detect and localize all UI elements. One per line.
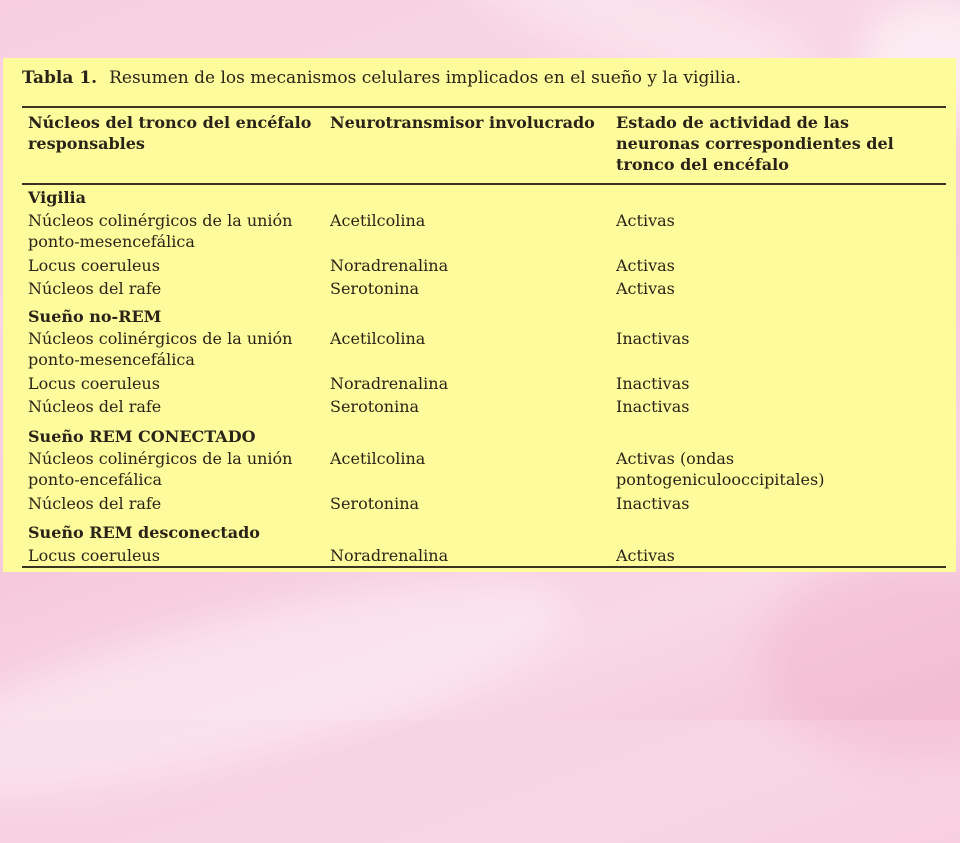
row-neurotransmisor: Noradrenalina	[330, 546, 449, 565]
top-rule	[22, 106, 946, 108]
row-estado: Activas	[616, 279, 675, 298]
row-neurotransmisor: Serotonina	[330, 279, 420, 298]
row-estado: Activas	[616, 211, 675, 230]
row-estado: Activas	[616, 256, 675, 275]
row-nucleo: Núcleos del rafe	[28, 279, 162, 298]
row-estado: Inactivas	[616, 374, 690, 393]
bottom-rule	[22, 566, 946, 568]
section-title: Sueño REM CONECTADO	[28, 427, 256, 446]
row-nucleo: Núcleos del rafe	[28, 494, 162, 513]
section-title: Sueño REM desconectado	[28, 523, 260, 542]
header-rule	[22, 183, 946, 185]
row-neurotransmisor: Serotonina	[330, 397, 420, 416]
row-estado: Inactivas	[616, 494, 690, 513]
row-estado: Inactivas	[616, 397, 690, 416]
row-estado: Activas	[616, 546, 675, 565]
row-neurotransmisor: Serotonina	[330, 494, 420, 513]
row-neurotransmisor: Acetilcolina	[330, 449, 426, 468]
background-swoosh	[760, 560, 960, 760]
section-title: Vigilia	[28, 188, 86, 207]
row-nucleo: Locus coeruleus	[28, 374, 160, 393]
row-neurotransmisor: Noradrenalina	[330, 256, 449, 275]
header-nucleos: Núcleos del tronco del encéfalo responsables	[28, 113, 312, 153]
section-title: Sueño no-REM	[28, 307, 162, 326]
table-caption-text: Resumen de los mecanismos celulares implicados en el sueño y la vigilia.	[109, 68, 742, 88]
row-nucleo: Núcleos colinérgicos de la unión ponto-mesencefálica	[28, 329, 293, 369]
row-nucleo: Núcleos colinérgicos de la unión ponto-mesencefálica	[28, 211, 293, 251]
row-neurotransmisor: Acetilcolina	[330, 211, 426, 230]
row-nucleo: Núcleos del rafe	[28, 397, 162, 416]
row-estado: Inactivas	[616, 329, 690, 348]
row-nucleo: Núcleos colinérgicos de la unión ponto-encefálica	[28, 449, 293, 489]
header-estado: Estado de actividad de las neuronas correspondientes del tronco del encéfalo	[616, 113, 894, 174]
table-label: Tabla 1.	[22, 68, 98, 88]
row-estado: Activas (ondas pontogeniculooccipitales)	[616, 449, 825, 489]
header-neurotransmisor: Neurotransmisor involucrado	[330, 113, 595, 132]
row-neurotransmisor: Acetilcolina	[330, 329, 426, 348]
row-neurotransmisor: Noradrenalina	[330, 374, 449, 393]
background-swoosh	[0, 537, 587, 842]
row-nucleo: Locus coeruleus	[28, 546, 160, 565]
table-caption	[22, 68, 741, 88]
row-nucleo: Locus coeruleus	[28, 256, 160, 275]
